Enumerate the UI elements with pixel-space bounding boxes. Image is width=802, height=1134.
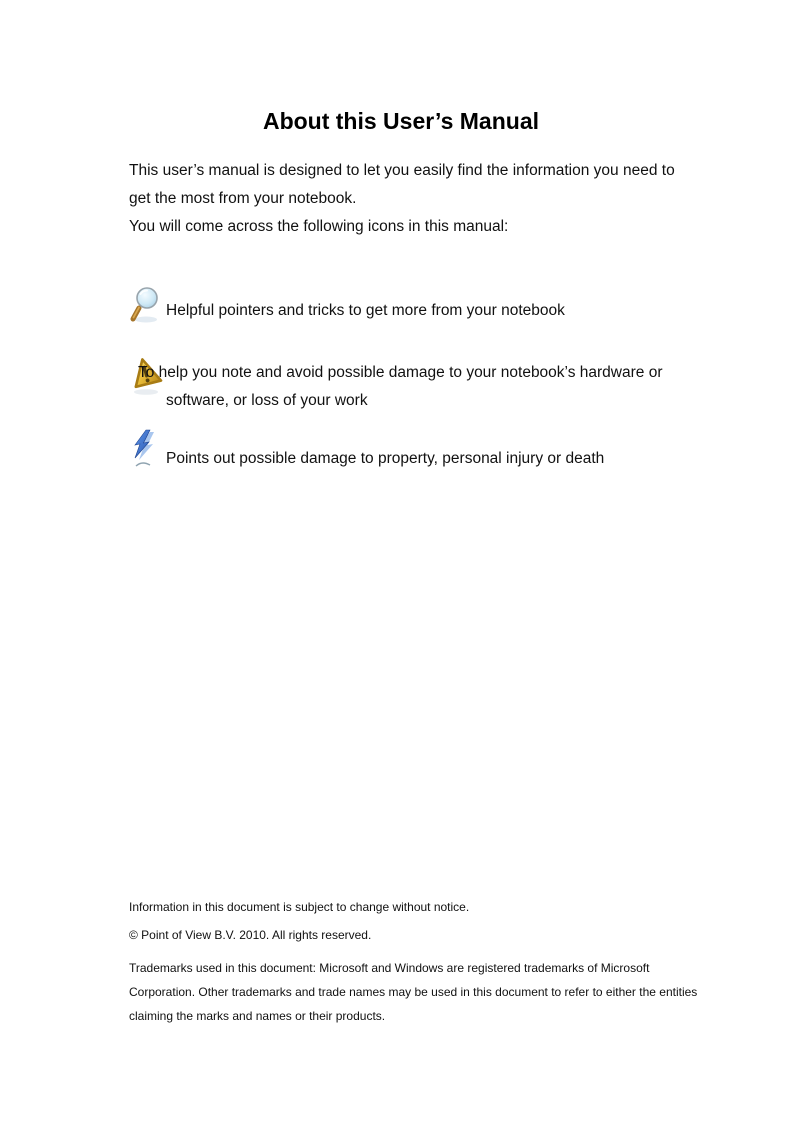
intro-line-1: This user’s manual is designed to let you easily find the information you need to [129, 162, 675, 179]
intro-text [129, 157, 719, 241]
footer-trademark-line-1: Trademarks used in this document: Microsoft and Windows are registered trademarks of Microsoft [129, 961, 650, 975]
footer-notice-text: Information in this document is subject to change without notice. [129, 900, 470, 914]
magnifier-icon [129, 286, 163, 334]
intro-line-2: get the most from your notebook. [129, 190, 357, 207]
page-title: About this User’s Manual [262, 108, 540, 134]
icon-legend-text-line-2: software, or loss of your work [166, 392, 368, 409]
footer-trademark-line-3: claiming the marks and names or their products. [129, 1009, 386, 1023]
lightning-icon [129, 428, 167, 482]
footer-trademark-line-2: Corporation. Other trademarks and trade names may be used in this document to refer to either the entities [129, 985, 698, 999]
icon-legend-text: Helpful pointers and tricks to get more from your notebook [166, 302, 565, 319]
icon-legend-item-danger [129, 428, 749, 488]
footer-copyright-text: © Point of View B.V. 2010. All rights reserved. [129, 928, 372, 942]
icon-legend-text: Points out possible damage to property, personal injury or death [166, 450, 605, 467]
footer-trademark [129, 956, 729, 1028]
icon-legend-text-line-1: To help you note and avoid possible damage to your notebook’s hardware or [138, 364, 663, 381]
icon-legend-item-note [129, 352, 749, 422]
footer-notice [129, 900, 729, 914]
intro-line-3: You will come across the following icons in this manual: [129, 218, 509, 235]
icon-legend-item-tips [129, 286, 749, 346]
footer-copyright [129, 928, 729, 942]
